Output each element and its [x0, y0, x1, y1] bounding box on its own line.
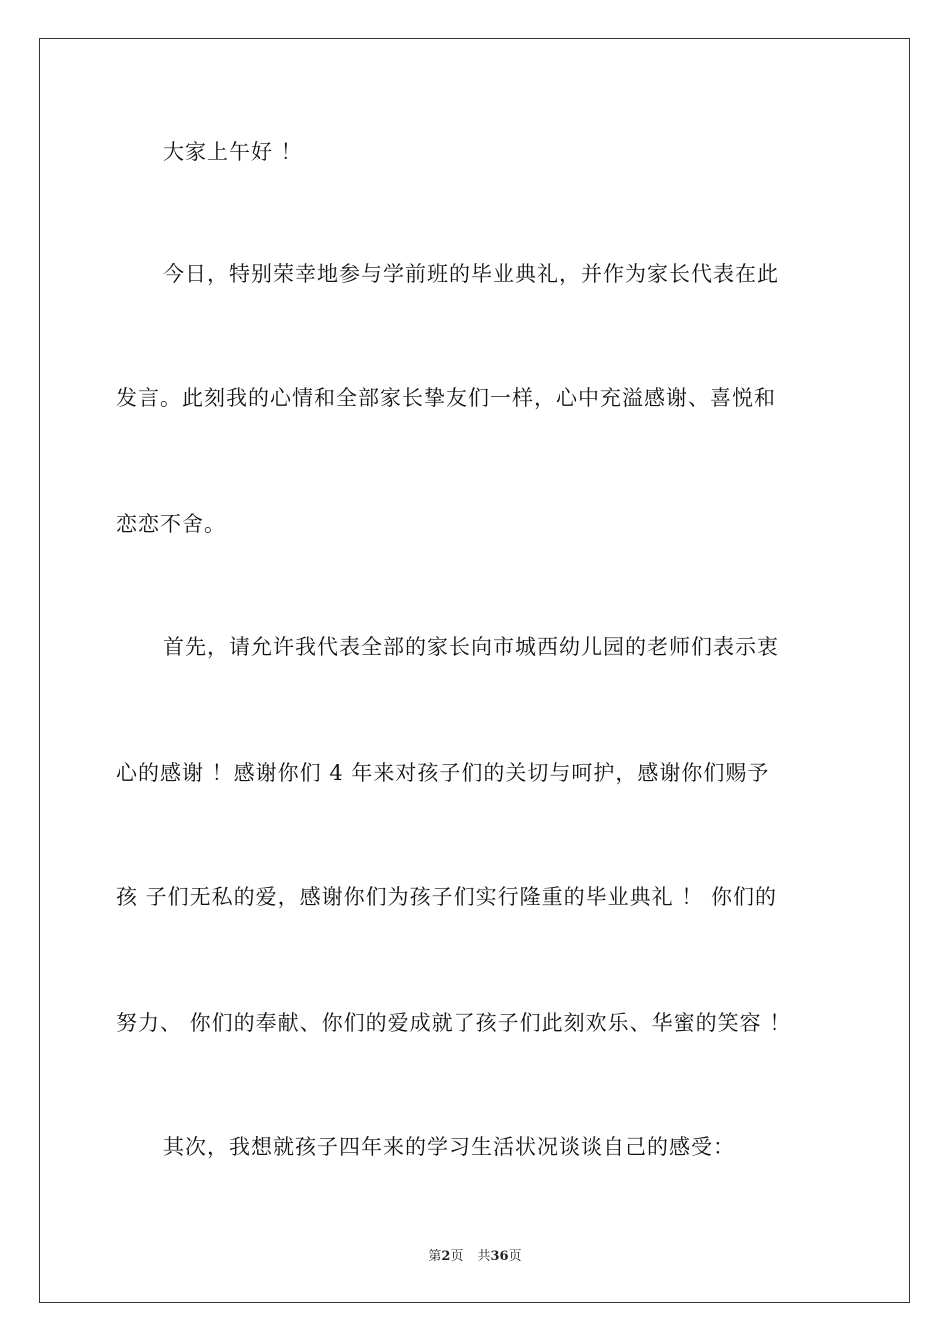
page-prefix: 第 [428, 1249, 442, 1264]
paragraph-line: 心的感谢 ！感谢你们 4 年来对孩子们的关切与呵护，感谢你们赐予 [116, 761, 770, 785]
total-suffix: 页 [508, 1249, 522, 1264]
paragraph-line: 其次，我想就孩子四年来的学习生活状况谈谈自己的感受： [163, 1135, 735, 1159]
page-number: 2 [441, 1249, 451, 1264]
page-suffix: 页 [450, 1249, 464, 1264]
paragraph-line-greeting: 大家上午好 ！ [163, 140, 303, 164]
total-prefix: 共 [477, 1249, 491, 1264]
page-footer [0, 1248, 950, 1266]
paragraph-line: 今日，特别荣幸地参与学前班的毕业典礼，并作为家长代表在此 [163, 262, 779, 286]
page-border [39, 38, 910, 1303]
paragraph-line: 恋恋不舍。 [116, 512, 226, 536]
paragraph-line: 首先，请允许我代表全部的家长向市城西幼儿园的老师们表示衷 [163, 635, 779, 659]
paragraph-line: 孩 子们无私的爱，感谢你们为孩子们实行隆重的毕业典礼 ！ 你们的 [116, 885, 778, 909]
paragraph-line: 努力、 你们的奉献、你们的爱成就了孩子们此刻欢乐、华蜜的笑容 ！ [116, 1011, 792, 1035]
paragraph-line: 发言。此刻我的心情和全部家长挚友们一样，心中充溢感谢、喜悦和 [116, 386, 776, 410]
total-pages: 36 [490, 1249, 509, 1264]
